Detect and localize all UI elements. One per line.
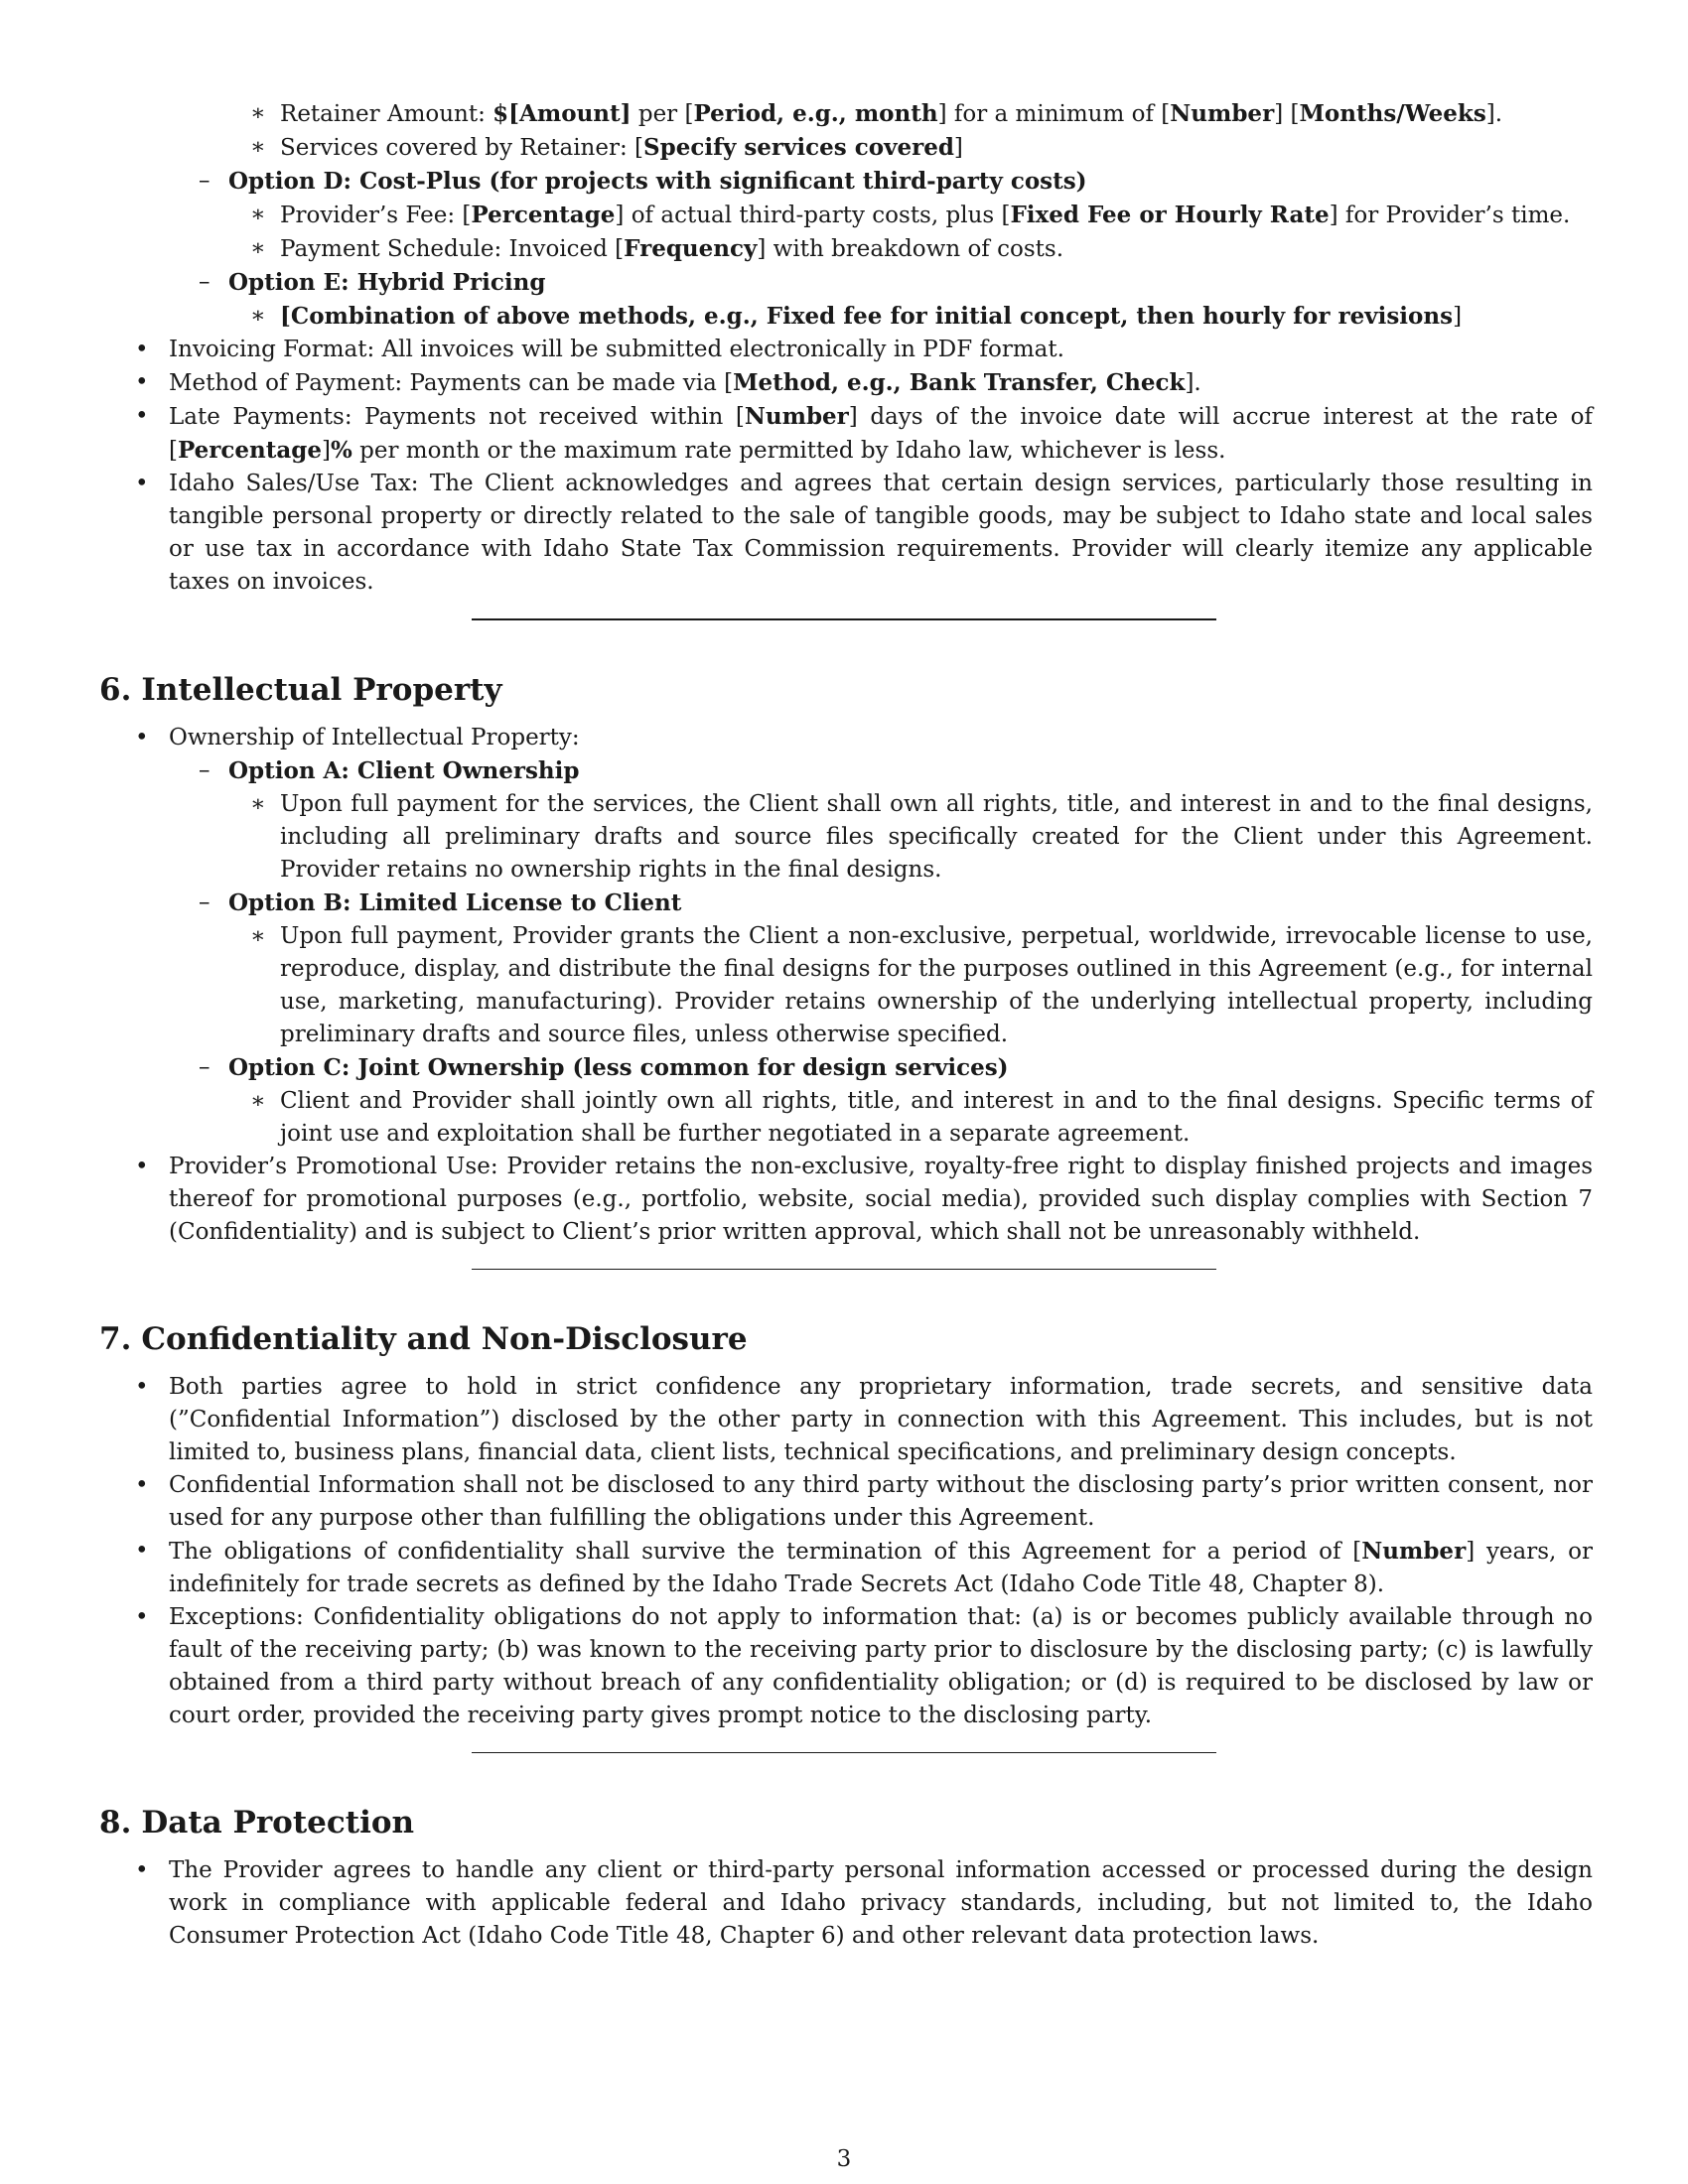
section-8-list	[99, 1854, 1593, 1953]
bullet-marker: •	[135, 471, 149, 496]
section-8-heading: 8. Data Protection	[99, 1805, 415, 1841]
section-6-list-continued	[99, 1151, 1593, 1249]
option-b-item: ∗ Upon full payment, Provider grants the Client a non-exclusive, perpetual, worldwide, irrevocable license to use, reproduce, display, and distribute the final designs for the purposes outlined in this Agreement (e.g., for internal use, marketing, manufacturing). Provider retains ownership of the underlying intellectual property, including preliminary drafts and source files, unless otherwise specified.	[99, 920, 1593, 1051]
method-of-payment-item: • Method of Payment: Payments can be made via [Method, e.g., Bank Transfer, Check].	[99, 366, 1593, 400]
confidentiality-item-3: • The obligations of confidentiality shall survive the termination of this Agreement for a period of [Number] years, or indefinitely for trade secrets as defined by the Idaho Trade Secrets Act (Idaho Code Title 48, Chapter 8).	[99, 1535, 1593, 1601]
option-d-heading: – Option D: Cost-Plus (for projects with significant third-party costs)	[99, 165, 1593, 199]
payment-terms-list	[99, 334, 1593, 599]
confidentiality-item-2: • Confidential Information shall not be disclosed to any third party without the disclosing party’s prior written consent, nor used for any purpose other than fulfilling the obligations under this Agreement.	[99, 1469, 1593, 1535]
horizontal-rule	[472, 1752, 1216, 1753]
bullet-marker: •	[135, 1857, 149, 1883]
section-7-heading: 7. Confidentiality and Non-Disclosure	[99, 1321, 748, 1357]
late-payments-item: • Late Payments: Payments not received within [Number] days of the invoice date will accrue interest at the rate of [Percentage]% per month or the maximum rate permitted by Idaho law, whichever is less.	[99, 400, 1593, 468]
dash-marker: –	[199, 168, 211, 194]
retainer-amount-item: ∗ Retainer Amount: $[Amount] per [Period, e.g., month] for a minimum of [Number] [Months/Weeks].	[99, 97, 1593, 131]
dash-marker: –	[199, 889, 211, 915]
option-c-item: ∗ Client and Provider shall jointly own all rights, title, and interest in and to the final designs. Specific terms of joint use and exploitation shall be further negotiated in a separate agreement.	[99, 1085, 1593, 1151]
dash-marker: –	[199, 269, 211, 295]
ownership-intro-item: • Ownership of Intellectual Property:	[99, 722, 1593, 754]
star-marker: ∗	[250, 134, 266, 160]
section-7-list	[99, 1371, 1593, 1732]
bullet-marker: •	[135, 1154, 149, 1179]
confidentiality-item-4: • Exceptions: Confidentiality obligations do not apply to information that: (a) is or becomes publicly available through no fault of the receiving party; (b) was known to the receiving party prior to disclosure by the disclosing party; (c) is lawfully obtained from a third party without breach of any confidentiality obligation; or (d) is required to be disclosed by law or court order, provided the receiving party gives prompt notice to the disclosing party.	[99, 1601, 1593, 1732]
idaho-tax-item: • Idaho Sales/Use Tax: The Client acknowledges and agrees that certain design services, particularly those resulting in tangible personal property or directly related to the sale of tangible goods, may be subject to Idaho state and local sales or use tax in accordance with Idaho State Tax Commission requirements. Provider will clearly itemize any applicable taxes on invoices.	[99, 468, 1593, 599]
bullet-marker: •	[135, 725, 149, 751]
star-marker: ∗	[250, 303, 266, 329]
option-e-item: ∗ [Combination of above methods, e.g., Fixed fee for initial concept, then hourly for revisions]	[99, 300, 1593, 334]
bullet-marker: •	[135, 1604, 149, 1630]
star-marker: ∗	[250, 202, 266, 227]
section-6-heading: 6. Intellectual Property	[99, 672, 502, 708]
option-d-fee-item: ∗ Provider’s Fee: [Percentage] of actual third-party costs, plus [Fixed Fee or Hourly Rate] for Provider’s time.	[99, 199, 1593, 232]
dash-marker: –	[199, 1054, 211, 1080]
star-marker: ∗	[250, 923, 266, 949]
bullet-marker: •	[135, 337, 149, 362]
option-e-heading: – Option E: Hybrid Pricing	[99, 266, 1593, 300]
section-6-list	[99, 722, 1593, 754]
option-a-heading: – Option A: Client Ownership	[99, 754, 1593, 788]
star-marker: ∗	[250, 1088, 266, 1114]
option-c-heading: – Option C: Joint Ownership (less common for design services)	[99, 1051, 1593, 1085]
section-divider	[0, 599, 1688, 670]
star-marker: ∗	[250, 235, 266, 261]
section-divider	[0, 1732, 1688, 1803]
option-b-heading: – Option B: Limited License to Client	[99, 887, 1593, 920]
star-marker: ∗	[250, 791, 266, 817]
option-a-item: ∗ Upon full payment for the services, the Client shall own all rights, title, and interest in and to the final designs, including all preliminary drafts and source files specifically created for the Client under this Agreement. Provider retains no ownership rights in the final designs.	[99, 788, 1593, 887]
bullet-marker: •	[135, 1538, 149, 1564]
option-d-schedule-item: ∗ Payment Schedule: Invoiced [Frequency] with breakdown of costs.	[99, 232, 1593, 266]
confidentiality-item-1: • Both parties agree to hold in strict confidence any proprietary information, trade secrets, and sensitive data (”Confidential Information”) disclosed by the other party in connection with this Agreement. This includes, but is not limited to, business plans, financial data, client lists, technical specifications, and preliminary design concepts.	[99, 1371, 1593, 1469]
bullet-marker: •	[135, 1374, 149, 1400]
dash-marker: –	[199, 757, 211, 783]
star-marker: ∗	[250, 100, 266, 126]
bullet-marker: •	[135, 403, 149, 429]
section-divider	[0, 1249, 1688, 1319]
retainer-services-item: ∗ Services covered by Retainer: [Specify services covered]	[99, 131, 1593, 165]
data-protection-item-1: • The Provider agrees to handle any client or third-party personal information accessed or processed during the design work in compliance with applicable federal and Idaho privacy standards, including, but not limited to, the Idaho Consumer Protection Act (Idaho Code Title 48, Chapter 6) and other relevant data protection laws.	[99, 1854, 1593, 1953]
bullet-marker: •	[135, 369, 149, 395]
invoicing-format-item: • Invoicing Format: All invoices will be submitted electronically in PDF format.	[99, 334, 1593, 366]
horizontal-rule	[472, 1269, 1216, 1270]
page-number: 3	[836, 2146, 852, 2172]
page-content	[99, 97, 1593, 1953]
promotional-use-item: • Provider’s Promotional Use: Provider retains the non-exclusive, royalty-free right to display finished projects and images thereof for promotional purposes (e.g., portfolio, website, social media), provided such display complies with Section 7 (Confidentiality) and is subject to Client’s prior written approval, which shall not be unreasonably withheld.	[99, 1151, 1593, 1249]
bullet-marker: •	[135, 1472, 149, 1498]
horizontal-rule	[472, 618, 1216, 620]
